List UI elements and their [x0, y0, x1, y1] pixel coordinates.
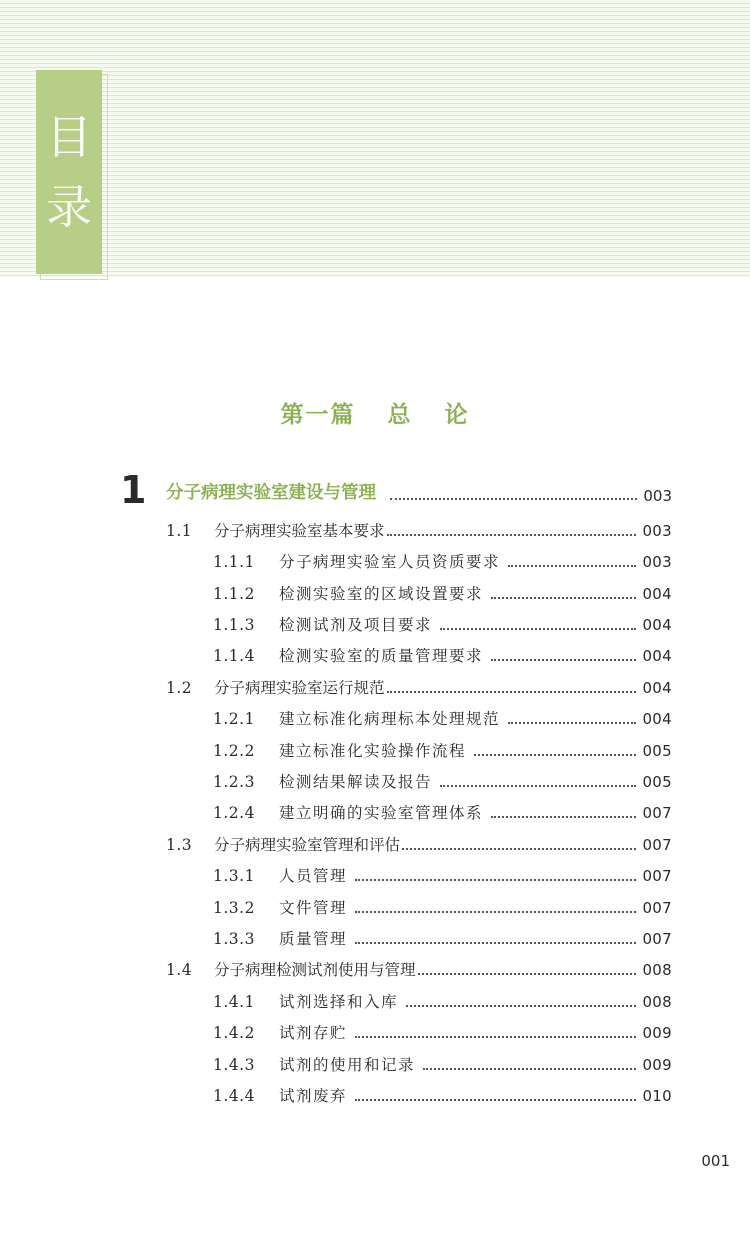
- toc-subsection[interactable]: [213, 992, 672, 1012]
- subsection-number: 1.4.2: [213, 1024, 255, 1042]
- dot-leader: [508, 722, 636, 724]
- subsection-number: 1.1.1: [213, 553, 255, 571]
- dot-leader: [355, 879, 636, 881]
- section-number: 1.4: [166, 961, 193, 979]
- subsection-page: 010: [642, 1087, 672, 1105]
- toc-label-1: 目: [46, 110, 92, 164]
- toc-subsection[interactable]: [213, 552, 672, 572]
- subsection-title: 检测结果解读及报告: [279, 773, 433, 791]
- subsection-number: 1.2.1: [213, 710, 255, 728]
- subsection-title: 人员管理: [279, 867, 348, 885]
- dot-leader: [355, 1036, 636, 1038]
- subsection-number: 1.1.2: [213, 585, 255, 603]
- subsection-number: 1.4.3: [213, 1056, 255, 1074]
- section-page: 007: [642, 836, 672, 854]
- subsection-page: 007: [642, 930, 672, 948]
- subsection-number: 1.3.3: [213, 930, 255, 948]
- subsection-number: 1.2.3: [213, 773, 255, 791]
- subsection-number: 1.3.2: [213, 899, 255, 917]
- toc-subsection[interactable]: [213, 741, 672, 761]
- toc-subsection[interactable]: [213, 803, 672, 823]
- section-title: 分子病理实验室管理和评估: [214, 836, 401, 854]
- subsection-page: 007: [642, 804, 672, 822]
- section-title: 分子病理检测试剂使用与管理: [214, 961, 416, 979]
- subsection-page: 007: [642, 899, 672, 917]
- dot-leader: [355, 942, 636, 944]
- toc-subsection[interactable]: [213, 1086, 672, 1106]
- header-banner: [0, 0, 750, 277]
- subsection-number: 1.4.1: [213, 993, 255, 1011]
- subsection-page: 003: [642, 553, 672, 571]
- subsection-number: 1.2.4: [213, 804, 255, 822]
- toc-subsection[interactable]: [213, 898, 672, 918]
- section-number: 1.3: [166, 836, 193, 854]
- section-number: 1.2: [166, 679, 193, 697]
- subsection-page: 004: [642, 710, 672, 728]
- chapter-number: 1: [120, 468, 147, 512]
- subsection-title: 建立标准化实验操作流程: [279, 742, 467, 760]
- subsection-title: 试剂存贮: [279, 1024, 348, 1042]
- subsection-page: 004: [642, 585, 672, 603]
- chapter-title: 分子病理实验室建设与管理: [166, 483, 376, 503]
- subsection-title: 建立明确的实验室管理体系: [279, 804, 484, 822]
- dot-leader: [355, 1099, 636, 1101]
- toc-subsection[interactable]: [213, 709, 672, 729]
- toc-subsection[interactable]: [213, 772, 672, 792]
- dot-leader: [387, 691, 637, 693]
- toc-subsection[interactable]: [213, 1023, 672, 1043]
- subsection-title: 试剂废弃: [279, 1087, 348, 1105]
- toc-subsection[interactable]: [213, 615, 672, 635]
- section-title: 分子病理实验室基本要求: [214, 522, 385, 540]
- toc-subsection[interactable]: [213, 584, 672, 604]
- toc-section[interactable]: [166, 678, 672, 698]
- page-number: 001: [701, 1152, 730, 1170]
- subsection-title: 建立标准化病理标本处理规范: [279, 710, 501, 728]
- subsection-number: 1.4.4: [213, 1087, 255, 1105]
- part-title: 第一篇 总 论: [280, 402, 470, 428]
- subsection-title: 试剂选择和入库: [279, 993, 399, 1011]
- section-page: 003: [642, 522, 672, 540]
- subsection-page: 007: [642, 867, 672, 885]
- section-page: 004: [642, 679, 672, 697]
- toc-label-2: 录: [46, 180, 92, 234]
- subsection-title: 检测实验室的质量管理要求: [279, 647, 484, 665]
- subsection-page: 005: [642, 742, 672, 760]
- dot-leader: [474, 754, 636, 756]
- subsection-title: 试剂的使用和记录: [279, 1056, 416, 1074]
- dot-leader: [402, 848, 636, 850]
- toc-section[interactable]: [166, 960, 672, 980]
- subsection-number: 1.3.1: [213, 867, 255, 885]
- dot-leader: [508, 565, 636, 567]
- toc-subsection[interactable]: [213, 646, 672, 666]
- dot-leader: [440, 628, 636, 630]
- dot-leader: [418, 973, 637, 975]
- subsection-page: 005: [642, 773, 672, 791]
- subsection-title: 分子病理实验室人员资质要求: [279, 553, 501, 571]
- toc-subsection[interactable]: [213, 866, 672, 886]
- dot-leader: [390, 498, 637, 500]
- subsection-page: 008: [642, 993, 672, 1011]
- toc-badge: [36, 70, 102, 274]
- toc-section[interactable]: [166, 521, 672, 541]
- section-page: 008: [642, 961, 672, 979]
- dot-leader: [491, 597, 636, 599]
- toc-subsection[interactable]: [213, 1055, 672, 1075]
- subsection-page: 009: [642, 1024, 672, 1042]
- toc-section[interactable]: [166, 835, 672, 855]
- dot-leader: [355, 911, 636, 913]
- subsection-page: 009: [642, 1056, 672, 1074]
- dot-leader: [491, 816, 636, 818]
- chapter-page: 003: [643, 487, 672, 505]
- subsection-number: 1.1.4: [213, 647, 255, 665]
- toc-subsection[interactable]: [213, 929, 672, 949]
- dot-leader: [440, 785, 636, 787]
- subsection-title: 检测试剂及项目要求: [279, 616, 433, 634]
- subsection-title: 文件管理: [279, 899, 348, 917]
- dot-leader: [491, 659, 636, 661]
- subsection-page: 004: [642, 616, 672, 634]
- dot-leader: [387, 534, 637, 536]
- subsection-title: 检测实验室的区域设置要求: [279, 585, 484, 603]
- dot-leader: [423, 1068, 636, 1070]
- subsection-number: 1.2.2: [213, 742, 255, 760]
- section-title: 分子病理实验室运行规范: [214, 679, 385, 697]
- subsection-title: 质量管理: [279, 930, 348, 948]
- subsection-number: 1.1.3: [213, 616, 255, 634]
- subsection-page: 004: [642, 647, 672, 665]
- dot-leader: [406, 1005, 636, 1007]
- chapter-entry[interactable]: [120, 470, 672, 510]
- section-number: 1.1: [166, 522, 193, 540]
